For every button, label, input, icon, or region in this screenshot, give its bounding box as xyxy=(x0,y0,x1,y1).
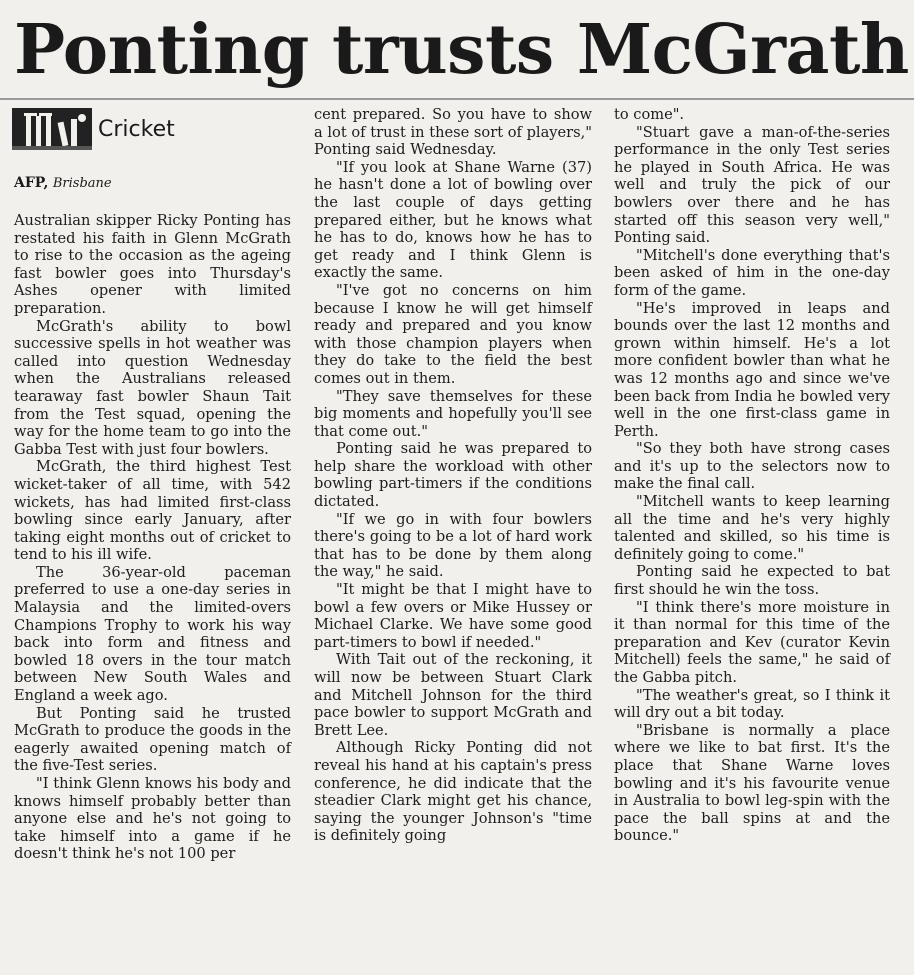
paragraph: "Mitchell's done everything that's been asked of him in the one-day form of the game. xyxy=(614,246,890,299)
article-column-2 xyxy=(314,106,592,845)
paragraph: The 36-year-old paceman preferred to use a one-day series in Malaysia and the limited-overs Champions Trophy to work his way back into form and fitness and bowled 18 overs in the tour match between New South Wales and England a week ago. xyxy=(14,563,291,705)
paragraph: "I think there's more moisture in it than normal for this time of the preparation and Kev (curator Kevin Mitchell) feels the same," he said of the Gabba pitch. xyxy=(614,598,890,686)
paragraph: "I think Glenn knows his body and knows himself probably better than anyone else and he's not going to take himself into a game if he doesn't think he's not 100 per xyxy=(14,775,291,863)
paragraph: With Tait out of the reckoning, it will now be between Stuart Clark and Mitchell Johnson for the third pace bowler to support McGrath and Brett Lee. xyxy=(314,651,592,739)
paragraph: "They save themselves for these big moments and hopefully you'll see that come out." xyxy=(314,387,592,440)
paragraph: But Ponting said he trusted McGrath to produce the goods in the eagerly awaited opening match of the five-Test series. xyxy=(14,704,291,775)
section-name: Cricket xyxy=(98,117,175,142)
paragraph: "Stuart gave a man-of-the-series performance in the only Test series he played in South Africa. He was well and truly the pick of our bowlers over there and he has started off this season very well," Ponting said. xyxy=(614,123,890,247)
byline-place: Brisbane xyxy=(52,176,112,191)
paragraph: "So they both have strong cases and it's up to the selectors now to make the final call. xyxy=(614,440,890,493)
paragraph: "Mitchell wants to keep learning all the time and he's very highly talented and skilled, so his time is definitely going to come." xyxy=(614,493,890,563)
article-column-3 xyxy=(614,106,890,845)
section-label xyxy=(12,108,292,152)
headline-rule xyxy=(0,98,914,100)
paragraph: "I've got no concerns on him because I know he will get himself ready and prepared and you know with those champion players when they do take to the field the best comes out in them. xyxy=(314,281,592,387)
paragraph: McGrath, the third highest Test wicket-taker of all time, with 542 wickets, has had limited first-class bowling since early January, after taking eight months out of cricket to tend to his ill wife. xyxy=(14,458,291,564)
byline xyxy=(14,174,112,193)
paragraph: "Brisbane is normally a place where we like to bat first. It's the place that Shane Warne loves bowling and it's his favourite venue in Australia to bowl leg-spin with the pace the ball spins at and the bounce." xyxy=(614,721,890,845)
paragraph: cent prepared. So you have to show a lot of trust in these sort of players," Ponting said Wednesday. xyxy=(314,106,592,159)
article-column-1 xyxy=(14,212,291,863)
headline: Ponting trusts McGrath xyxy=(14,10,909,90)
paragraph: Ponting said he expected to bat first should he win the toss. xyxy=(614,563,890,599)
paragraph: "It might be that I might have to bowl a few overs or Mike Hussey or Michael Clarke. We have some good part-timers to bowl if needed." xyxy=(314,581,592,651)
paragraph: Although Ricky Ponting did not reveal his hand at his captain's press conference, he did indicate that the steadier Clark might get his chance, saying the younger Johnson's "time is definitely going xyxy=(314,739,592,845)
paragraph: Ponting said he was prepared to help share the workload with other bowling part-timers if the conditions dictated. xyxy=(314,440,592,511)
paragraph: to come". xyxy=(614,106,685,123)
paragraph: "If we go in with four bowlers there's going to be a lot of hard work that has to be done by them along the way," he said. xyxy=(314,510,592,581)
paragraph: "The weather's great, so I think it will dry out a bit today. xyxy=(614,686,890,722)
cricket-stumps-icon xyxy=(12,108,92,150)
paragraph: "If you look at Shane Warne (37) he hasn't done a lot of bowling over the last couple of days getting prepared either, but he knows what he has to do, knows how he has to get ready and I think Glenn is exactly the same. xyxy=(314,158,592,282)
paragraph: Australian skipper Ricky Ponting has restated his faith in Glenn McGrath to rise to the occasion as the ageing fast bowler goes into Thursday's Ashes opener with limited preparation. xyxy=(14,212,291,317)
paragraph: McGrath's ability to bowl successive spells in hot weather was called into question Wednesday when the Australians released tearaway fast bowler Shaun Tait from the Test squad, opening the way for the home team to go into the Gabba Test with just four bowlers. xyxy=(14,317,291,458)
paragraph: "He's improved in leaps and bounds over the last 12 months and grown within himself. He's a lot more confident bowler than what he was 12 months ago and since we've been back from India he bowled very well in the one first-class game in Perth. xyxy=(614,299,890,440)
byline-agency: AFP, xyxy=(14,175,49,191)
